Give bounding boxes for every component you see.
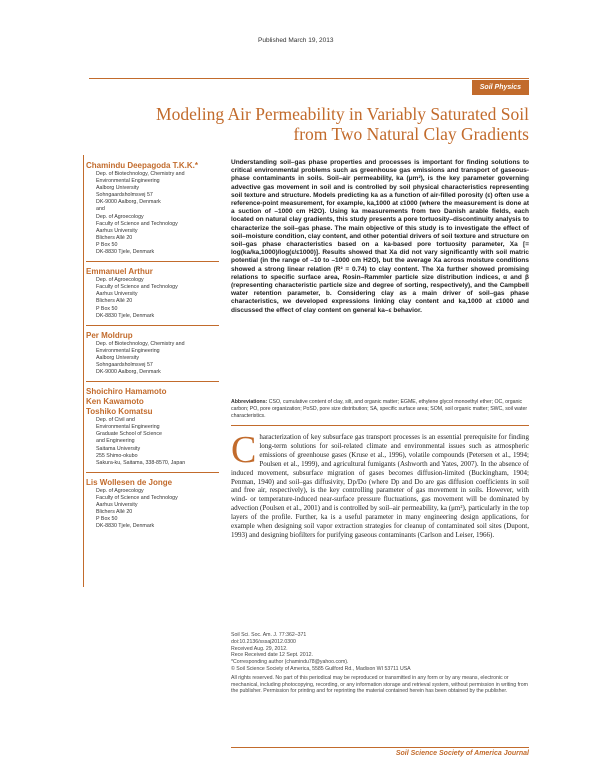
- affiliation-line: DK-9000 Aalborg, Denmark: [96, 369, 161, 376]
- body-paragraph: haracterization of key subsurface gas transport processes is an essential prerequisite for finding long-term solutions for soil-related climate and environmental issues such as atmospheric emissions of greenhouse gases (Kruse et al., 1996), volatile compounds (Petersen et al., 1994; Poulsen et al., 1999), and agricultural fumigants (Ashworth and Yates, 2007). In the absence of induced movement, subsurface migration of gases becomes diffusion-limited (Buckingham, 1904; Penman, 1940) and soil–gas diffusivity, Dp/Do (where Dp and Do are gas diffusion coefficients in soil and free air, respectively), is the key controlling parameter of gas movement in soils. However, with wind- or temperature-induced near-surface pressure fluctuations, gas movement will be dominated by advection (Poulsen et al., 2001) and is controlled by soil–air permeability, ka (μm²), particularly in the top layers of the profile. Further, ka is a useful parameter in many engineering design applications, for example when designing soil vapor extraction strategies for cleanup of contaminated soil sites (Dupont, 1993) and designing biofilters for purifying gaseous contaminants (Carlson and Leiser, 1966).: [231, 433, 529, 539]
- affiliation-line: P Box 50: [96, 305, 118, 312]
- footer-line: All rights reserved. No part of this periodical may be reproduced or transmitted in any form or by any means, electronic or mechanical, including photocopying, recording, or any information storage and retrieval system, without permission in writing from the publisher. Permission for printing and for reprinting the material contained herein has been obtained by the publisher.: [231, 674, 528, 695]
- footer-line: *Corresponding author (chamindu78@yahoo.com).: [231, 659, 349, 666]
- affiliation-line: Environmental Engineering: [96, 347, 160, 354]
- body-text: [231, 429, 529, 540]
- abbreviations-text: CSO, cumulative content of clay, silt, and organic matter; EGME, ethylene glycol monoethyl ether; OC, organic carbon; PO, pore organization; PoSD, pore size distribution; SA, specific surface area; SOM, soil organic matter; SWC, soil water characteristics.: [231, 399, 528, 419]
- header-rule: [89, 78, 529, 79]
- affiliation-line: 255 Shimo-okubo: [96, 452, 138, 459]
- affiliation-line: Sohngaardsholmsvej 57: [96, 361, 153, 368]
- affiliation-line: Aalborg University: [96, 185, 139, 192]
- affiliation-line: Dep. of Agroecology: [96, 277, 144, 284]
- affiliation-line: DK-8830 Tjele, Denmark: [96, 249, 155, 256]
- title-line-1: Modeling Air Permeability in Variably Saturated Soil: [156, 104, 529, 124]
- affiliation-line: DK-9000 Aalborg, Denmark: [96, 199, 161, 206]
- affiliation-line: Aarhus University: [96, 502, 138, 508]
- author-affiliation: [96, 417, 219, 467]
- affiliation-line: Saitama University: [96, 445, 141, 452]
- affiliation-line: Dep. of Civil and: [96, 417, 135, 424]
- footer-line: doi:10.2136/sssaj2012.0300: [231, 638, 296, 645]
- author-name: Emmanuel Arthur: [86, 267, 153, 277]
- author-column-rule: [83, 155, 84, 587]
- author-name: Shoichiro Hamamoto Ken Kawamoto Toshiko Komatsu: [86, 387, 167, 417]
- affiliation-line: P Box 50: [96, 241, 118, 248]
- author-affiliation: [96, 341, 219, 376]
- affiliation-line: Faculty of Science and Technology: [96, 494, 178, 501]
- affiliation-line: Environmental Engineering: [96, 178, 160, 185]
- affiliation-line: Sohngaardsholmsvej 57: [96, 192, 153, 199]
- affiliation-line: Sakura-ku, Saitama, 338-8570, Japan: [96, 459, 186, 466]
- author-affiliation: [96, 488, 219, 531]
- abstract-divider: [231, 425, 529, 426]
- drop-cap: C: [231, 429, 257, 471]
- affiliation-line: Aarhus University: [96, 227, 138, 234]
- affiliation-line: Dep. of Agroecology: [96, 213, 144, 220]
- author-separator: [86, 472, 219, 473]
- affiliation-line: P Box 50: [96, 516, 118, 523]
- footer-line: Soil Sci. Soc. Am. J. 77:362–371: [231, 632, 307, 638]
- affiliation-line: Graduate School of Science: [96, 431, 162, 438]
- abstract: Understanding soil–gas phase properties and processes is important for finding solutions to critical environmental problems such as greenhouse gas emissions and transport of gaseous-phase contaminants in soils. Soil–air permeability, ka (μm²), is the key parameter governing advective gas movement in soil and is controlled by soil physical characteristics representing soil texture and structure. Models predicting ka as a function of air-filled porosity (ε) often use a reference-point measurement, for example, ka,1000 at ε1000 (where the measurement is done at a suction of –1000 cm H2O). Using ka measurements from two Danish arable fields, each located on natural clay gradients, this study presents a pore tortuosity–discontinuity analysis to characterize the soil–gas phase. The main objective of this study is to investigate the effect of soil–moisture condition, clay content, and other potential drivers of soil texture and structure on soil–gas phase characteristics based on a ka-based pore tortuosity parameter, Xa [= log(ka/ka,1000)/log(ε/ε1000)]. Results showed that Xa did not vary significantly with soil matric potential (in the range of –10 to –1000 cm H2O), but the average Xa across moisture conditions showed a strong linear relation (R² = 0.74) to clay content. The Xa further showed promising relations to specific surface area, Rosin–Rammler particle size distribution indices, α and β (representing characteristic particle size and degree of sorting, respectively), and the Campbell water retention parameter, b. Considering clay as a main driver of soil–gas phase characteristics, we developed expressions linking clay content and ka,1000 at ε1000 and discussed the effect of clay content on general ka–ε behavior.: [231, 159, 529, 314]
- author-name: Lis Wollesen de Jonge: [86, 477, 173, 487]
- footer-line: © Soil Science Society of America, 5585 Guilford Rd., Madison WI 53711 USA: [231, 665, 411, 672]
- affiliation-line: Blichers Allé 20: [96, 234, 133, 241]
- abbreviations: [231, 399, 529, 420]
- author-affiliation: [96, 277, 219, 320]
- author-list: [86, 161, 219, 535]
- affiliation-line: Faculty of Science and Technology: [96, 220, 178, 227]
- affiliation-line: Blichers Allé 20: [96, 509, 133, 516]
- article-title: [89, 104, 529, 144]
- abbreviations-label: Abbreviations:: [231, 399, 268, 405]
- affiliation-line: and Engineering: [96, 438, 135, 445]
- title-line-2: from Two Natural Clay Gradients: [293, 124, 529, 144]
- journal-name: Soil Science Society of America Journal: [395, 750, 529, 757]
- footer-line: Rece Received date 12 Sept. 2012.: [231, 652, 313, 659]
- footer-line: Received Aug. 29, 2012.: [231, 645, 288, 652]
- author-name: Per Moldrup: [86, 330, 133, 340]
- section-badge: Soil Physics: [472, 80, 529, 95]
- affiliation-line: Aalborg University: [96, 354, 139, 361]
- affiliation-line: Blichers Allé 20: [96, 298, 133, 305]
- author-separator: [86, 261, 219, 262]
- affiliation-line: Dep. of Biotechnology, Chemistry and: [96, 171, 185, 177]
- footer-rule: [231, 747, 529, 748]
- affiliation-line: Environmental Engineering: [96, 424, 160, 431]
- affiliation-line: Dep. of Agroecology: [96, 487, 144, 494]
- affiliation-line: Dep. of Biotechnology, Chemistry and: [96, 340, 185, 347]
- affiliation-line: and: [96, 206, 105, 213]
- affiliation-line: DK-8830 Tjele, Denmark: [96, 523, 155, 530]
- affiliation-line: DK-8830 Tjele, Denmark: [96, 312, 155, 319]
- author-separator: [86, 325, 219, 326]
- author-separator: [86, 381, 219, 382]
- author-affiliation: [96, 171, 219, 256]
- affiliation-line: Faculty of Science and Technology: [96, 284, 178, 291]
- author-name: Chamindu Deepagoda T.K.K.*: [86, 161, 199, 170]
- publish-date: Published March 19, 2013: [258, 37, 334, 44]
- article-footer: [231, 632, 529, 695]
- affiliation-line: Aarhus University: [96, 291, 138, 298]
